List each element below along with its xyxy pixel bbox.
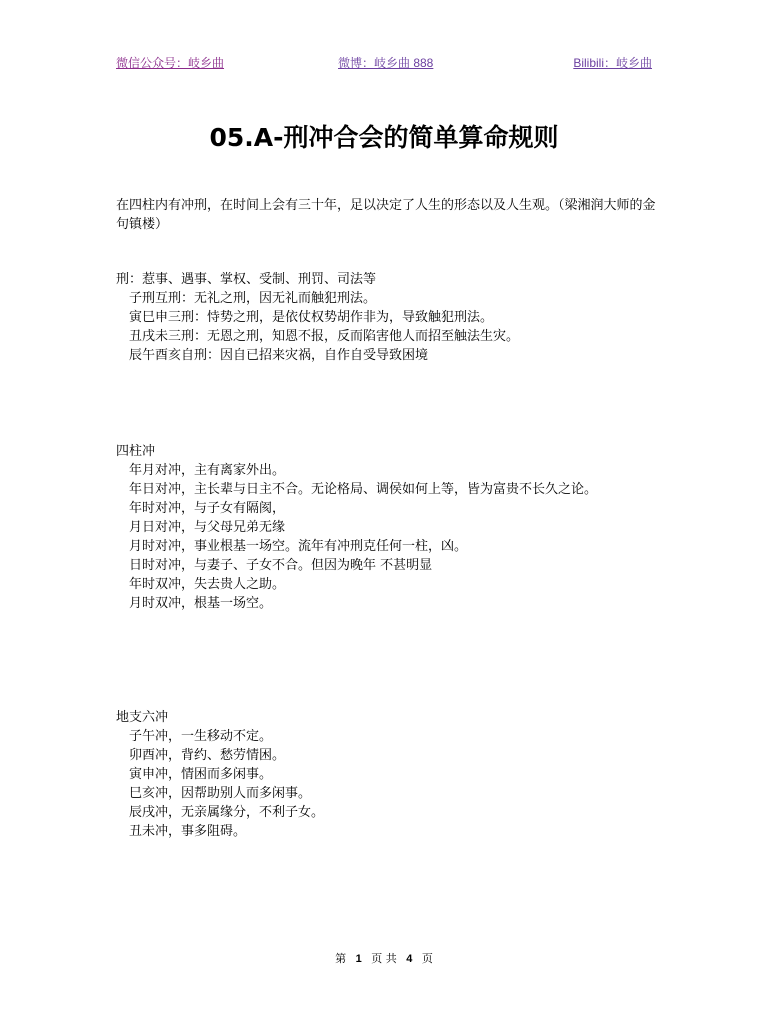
xing-line: 丑戌未三刑：无恩之刑，知恩不报，反而陷害他人而招至触法生灾。 — [129, 329, 520, 344]
dizhi-section — [116, 708, 656, 841]
sizhu-line: 年时对冲，与子女有隔阂， — [129, 501, 286, 516]
sizhu-section — [116, 442, 656, 613]
intro-paragraph: 在四柱内有冲刑，在时间上会有三十年，足以决定了人生的形态以及人生观。（梁湘润大师的金句镇楼） — [116, 198, 656, 232]
sizhu-line: 年时双冲，失去贵人之助。 — [129, 577, 286, 592]
dizhi-heading: 地支六冲 — [116, 710, 169, 725]
xing-line: 寅巳申三刑：恃势之刑，是依仗权势胡作非为，导致触犯刑法。 — [129, 310, 494, 325]
footer-prefix: 第 — [335, 952, 347, 965]
dizhi-line: 子午冲，一生移动不定。 — [129, 729, 273, 744]
sizhu-line: 月时双冲，根基一场空。 — [129, 596, 273, 611]
dizhi-line: 卯酉冲，背约、愁劳情困。 — [129, 748, 286, 763]
wechat-link[interactable]: 微信公众号：岐乡曲 — [116, 56, 225, 70]
dizhi-line: 巳亥冲，因帮助别人而多闲事。 — [129, 786, 312, 801]
dizhi-line: 丑未冲，事多阻碍。 — [129, 824, 247, 839]
dizhi-line: 辰戌冲，无亲属缘分，不利子女。 — [129, 805, 325, 820]
xing-section — [116, 270, 656, 365]
current-page-number: 1 — [355, 953, 362, 965]
sizhu-line: 年月对冲，主有离家外出。 — [129, 463, 286, 478]
sizhu-heading: 四柱冲 — [116, 444, 156, 459]
footer-suffix: 页 — [421, 952, 433, 965]
xing-line: 辰午酉亥自刑：因自已招来灾祸，自作自受导致困境 — [129, 348, 429, 363]
dizhi-line: 寅申冲，情困而多闲事。 — [129, 767, 273, 782]
bilibili-link[interactable]: Bilibili：岐乡曲 — [573, 56, 652, 70]
sizhu-line: 年日对冲，主长辈与日主不合。无论格局、调侯如何上等，皆为富贵不长久之论。 — [129, 482, 598, 497]
page-footer — [0, 950, 768, 966]
page-title: 05.A-刑冲合会的简单算命规则 — [209, 123, 559, 152]
sizhu-line: 月时对冲，事业根基一场空。流年有冲刑克任何一柱，凶。 — [129, 539, 468, 554]
xing-heading: 刑：惹事、遇事、掌权、受制、刑罚、司法等 — [116, 272, 377, 287]
sizhu-line: 日时对冲，与妻子、子女不合。但因为晚年 不甚明显 — [129, 558, 433, 573]
xing-line: 子刑互刑：无礼之刑，因无礼而触犯刑法。 — [129, 291, 377, 306]
total-page-number: 4 — [406, 953, 413, 965]
sizhu-line: 月日对冲，与父母兄弟无缘 — [129, 520, 286, 535]
page-header — [116, 54, 652, 72]
footer-middle: 页 共 — [371, 952, 397, 965]
weibo-link[interactable]: 微博：岐乡曲 888 — [338, 56, 434, 70]
